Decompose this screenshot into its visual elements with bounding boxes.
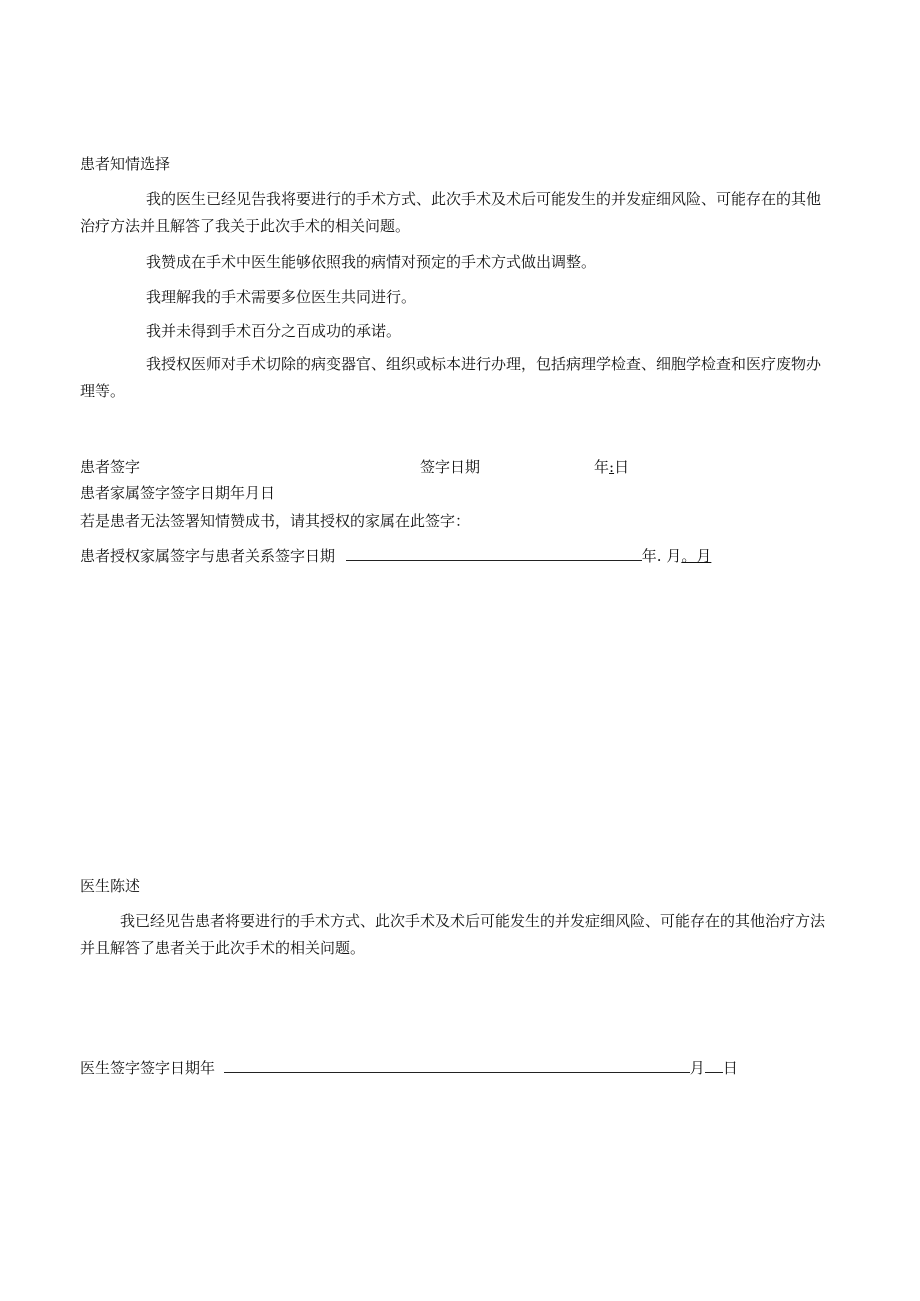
patient-paragraph-5: 我授权医师对手术切除的病变器官、组织或标本进行办理，包括病理学检查、细胞学检查和医疗废物办理等。 xyxy=(80,355,822,400)
doctor-day-blank[interactable] xyxy=(705,1058,723,1073)
doctor-paragraph: 我已经见告患者将要进行的手术方式、此次手术及术后可能发生的并发症细风险、可能存在的其他治疗方法并且解答了患者关于此次手术的相关问题。 xyxy=(80,912,826,957)
patient-paragraph-3: 我理解我的手术需要多位医生共同进行。 xyxy=(146,288,417,306)
doctor-signature-blank[interactable] xyxy=(224,1058,690,1073)
doctor-month-label: 月 xyxy=(689,1059,705,1077)
doctor-signature-row xyxy=(80,1057,738,1079)
patient-signature-label: 患者签字 xyxy=(80,458,141,476)
year-dot-month-label: 年. 月 xyxy=(641,547,682,565)
colon-mark: : xyxy=(609,458,615,476)
authorized-family-signature-row xyxy=(80,545,711,567)
doctor-day-label: 日 xyxy=(722,1059,738,1077)
patient-paragraph-1: 我的医生已经见告我将要进行的手术方式、此次手术及术后可能发生的并发症细风险、可能存在的其他治疗方法并且解答了我关于此次手术的相关问题。 xyxy=(80,190,822,235)
day-label: 日 xyxy=(614,458,630,476)
year-label: 年 xyxy=(594,458,610,476)
authorized-family-label: 患者授权家属签字与患者关系签字日期 xyxy=(80,547,336,565)
patient-paragraph-4: 我并未得到手术百分之百成功的承诺。 xyxy=(146,322,402,340)
family-signature-line: 患者家属签字签字日期年月日 xyxy=(80,484,276,502)
sign-date-label: 签字日期 xyxy=(420,458,481,476)
doctor-section-title: 医生陈述 xyxy=(80,877,141,895)
sign-date-field[interactable] xyxy=(594,456,629,478)
patient-section-title: 患者知情选择 xyxy=(80,155,171,173)
authorized-family-signature-blank[interactable] xyxy=(346,546,642,561)
dot-month-label: 。月 xyxy=(681,547,712,565)
authorize-note: 若是患者无法签署知情赞成书，请其授权的家属在此签字： xyxy=(80,512,471,530)
patient-paragraph-2: 我赞成在手术中医生能够依照我的病情对预定的手术方式做出调整。 xyxy=(146,253,597,271)
doctor-signature-label: 医生签字签字日期年 xyxy=(80,1059,216,1077)
